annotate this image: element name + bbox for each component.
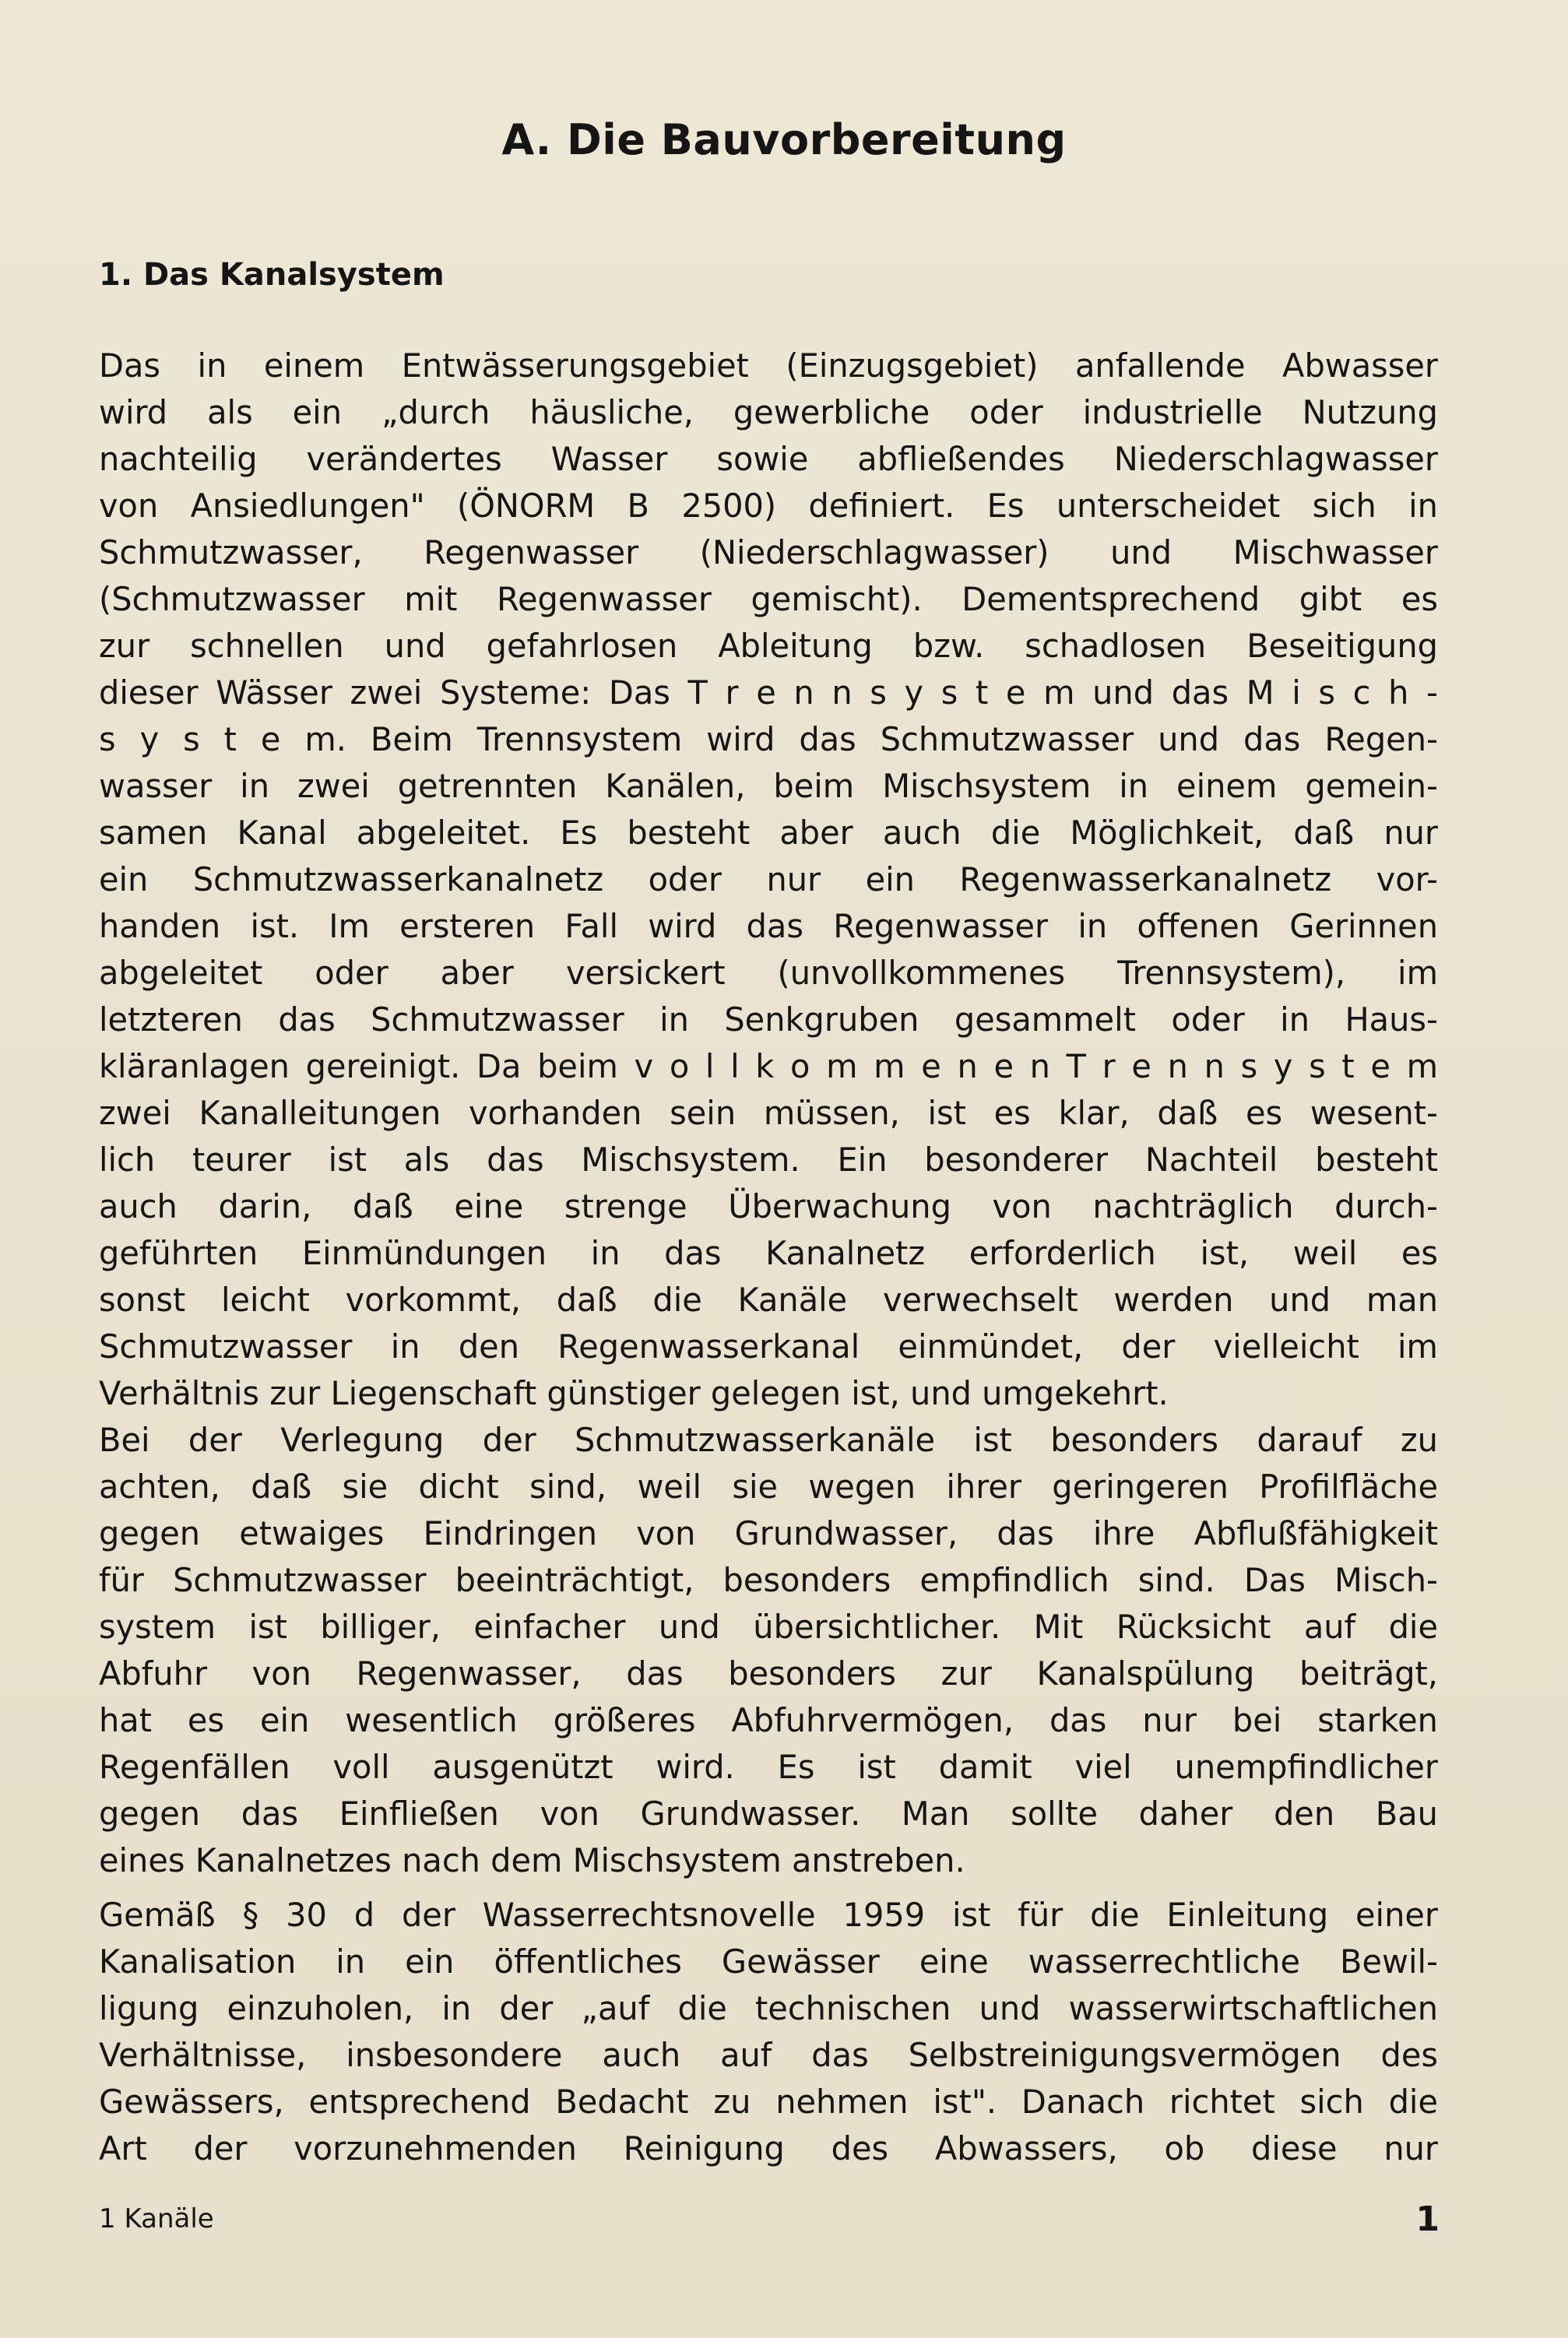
footnote: 1 Kanäle xyxy=(99,2203,214,2234)
body-text xyxy=(99,343,1438,2172)
text-line: nachteilig verändertes Wasser sowie abfließendes Niederschlagwasser xyxy=(99,440,1438,478)
paragraph-3 xyxy=(99,1892,1438,2172)
text-line: Bei der Verlegung der Schmutzwasserkanäle ist besonders darauf zu xyxy=(99,1421,1438,1459)
text-line: Kanalisation in ein öffentliches Gewässer eine wasserrechtliche Bewil- xyxy=(99,1942,1438,1981)
text-line: für Schmutzwasser beeinträchtigt, besonders empfindlich sind. Das Misch- xyxy=(99,1561,1438,1599)
text-line: Gewässers, entsprechend Bedacht zu nehmen ist". Danach richtet sich die xyxy=(99,2083,1438,2121)
text-line: geführten Einmündungen in das Kanalnetz erforderlich ist, weil es xyxy=(99,1234,1438,1272)
text-line: Schmutzwasser in den Regenwasserkanal einmündet, der vielleicht im xyxy=(99,1327,1438,1366)
paragraph-gap xyxy=(99,1884,1438,1892)
text-line: wird als ein „durch häusliche, gewerbliche oder industrielle Nutzung xyxy=(99,393,1438,431)
text-line: abgeleitet oder aber versickert (unvollkommenes Trennsystem), im xyxy=(99,954,1438,992)
text-line: ein Schmutzwasserkanalnetz oder nur ein Regenwasserkanalnetz vor- xyxy=(99,860,1438,898)
page-number: 1 xyxy=(1415,2199,1440,2239)
text-line: Verhältnis zur Liegenschaft günstiger gelegen ist, und umgekehrt. xyxy=(99,1374,1169,1412)
text-line: kläranlagen gereinigt. Da beim v o l l k o m m e n e n T r e n n s y s t e m xyxy=(99,1047,1438,1085)
chapter-title: A. Die Bauvorbereitung xyxy=(501,115,1067,164)
paragraph-1 xyxy=(99,343,1438,1417)
paragraph-2 xyxy=(99,1417,1438,1884)
text-line: handen ist. Im ersteren Fall wird das Regenwasser in offenen Gerinnen xyxy=(99,907,1438,945)
text-line: hat es ein wesentlich größeres Abfuhrvermögen, das nur bei starken xyxy=(99,1701,1438,1739)
text-line: s y s t e m. Beim Trennsystem wird das Schmutzwasser und das Regen- xyxy=(99,720,1438,758)
text-line: samen Kanal abgeleitet. Es besteht aber auch die Möglichkeit, daß nur xyxy=(99,814,1438,852)
text-line: Schmutzwasser, Regenwasser (Niederschlagwasser) und Mischwasser xyxy=(99,533,1438,571)
text-line: lich teurer ist als das Mischsystem. Ein besonderer Nachteil besteht xyxy=(99,1141,1438,1179)
text-line: Verhältnisse, insbesondere auch auf das Selbstreinigungsvermögen des xyxy=(99,2036,1438,2074)
section-title: 1. Das Kanalsystem xyxy=(99,257,445,293)
text-line: achten, daß sie dicht sind, weil sie wegen ihrer geringeren Profilfläche xyxy=(99,1468,1438,1506)
text-line: dieser Wässer zwei Systeme: Das T r e n n s y s t e m und das M i s c h - xyxy=(99,673,1438,712)
text-line: wasser in zwei getrennten Kanälen, beim Mischsystem in einem gemein- xyxy=(99,767,1438,805)
text-line: Gemäß § 30 d der Wasserrechtsnovelle 1959 ist für die Einleitung einer xyxy=(99,1896,1438,1934)
text-line: zwei Kanalleitungen vorhanden sein müssen, ist es klar, daß es wesent- xyxy=(99,1094,1438,1132)
text-line: Abfuhr von Regenwasser, das besonders zur Kanalspülung beiträgt, xyxy=(99,1654,1438,1693)
text-line: gegen das Einfließen von Grundwasser. Man sollte daher den Bau xyxy=(99,1795,1438,1833)
text-line: von Ansiedlungen" (ÖNORM B 2500) definiert. Es unterscheidet sich in xyxy=(99,487,1438,525)
text-line: letzteren das Schmutzwasser in Senkgruben gesammelt oder in Haus- xyxy=(99,1000,1438,1039)
text-line: auch darin, daß eine strenge Überwachung von nachträglich durch- xyxy=(99,1187,1438,1225)
text-line: zur schnellen und gefahrlosen Ableitung bzw. schadlosen Beseitigung xyxy=(99,627,1438,665)
text-line: gegen etwaiges Eindringen von Grundwasser, das ihre Abflußfähigkeit xyxy=(99,1514,1438,1552)
text-line: Regenfällen voll ausgenützt wird. Es ist damit viel unempfindlicher xyxy=(99,1748,1438,1786)
text-line: Art der vorzunehmenden Reinigung des Abwassers, ob diese nur xyxy=(99,2129,1438,2167)
text-line: system ist billiger, einfacher und übersichtlicher. Mit Rücksicht auf die xyxy=(99,1608,1438,1646)
text-line: (Schmutzwasser mit Regenwasser gemischt). Dementsprechend gibt es xyxy=(99,580,1438,618)
text-line: Das in einem Entwässerungsgebiet (Einzugsgebiet) anfallende Abwasser xyxy=(99,346,1438,385)
text-line: eines Kanalnetzes nach dem Mischsystem anstreben. xyxy=(99,1841,965,1879)
text-line: ligung einzuholen, in der „auf die technischen und wasserwirtschaftlichen xyxy=(99,1989,1438,2027)
text-line: sonst leicht vorkommt, daß die Kanäle verwechselt werden und man xyxy=(99,1281,1438,1319)
